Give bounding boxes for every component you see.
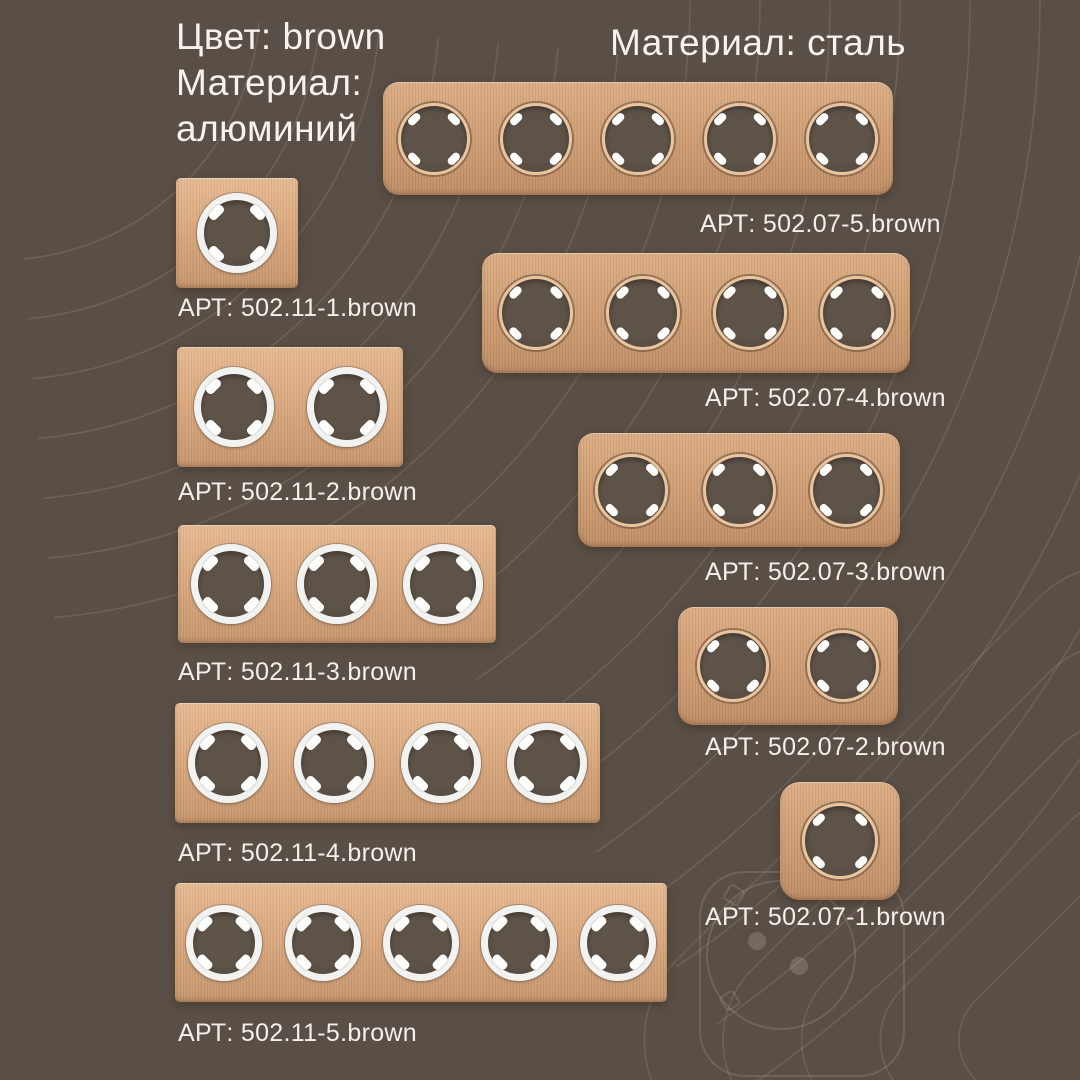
ring-notch [745,678,761,694]
ring-notch [446,151,462,167]
ring-notch [705,638,721,654]
ring-notch [196,914,214,932]
ring-notch [358,377,376,395]
socket-opening [401,723,481,803]
ring-notch [529,952,547,970]
ring-notch [317,418,335,436]
socket-opening [294,723,374,803]
socket-opening [383,905,459,981]
ring-notch [869,285,885,301]
ring-notch [406,151,422,167]
ring-notch [650,111,666,127]
ring-notch [745,638,761,654]
ring-notch [393,914,411,932]
ring-notch [548,326,564,342]
ring-notch [491,914,509,932]
ring-notch [814,111,830,127]
ring-notch [711,462,727,478]
ring-notch [548,111,564,127]
ring-notch [705,678,721,694]
socket-opening [307,367,387,447]
ring-notch [204,418,222,436]
ring-notch [762,326,778,342]
ring-notch [307,595,325,613]
ring-notch [454,595,472,613]
ring-notch [614,285,630,301]
ring-notch [853,854,869,870]
ring-notch [346,774,364,792]
ring-notch [332,952,350,970]
ring-notch [828,285,844,301]
ring-notch [204,377,222,395]
socket-opening [403,544,483,624]
frame-2-gang-aluminum [177,347,403,467]
ring-notch [712,151,728,167]
socket-opening [703,454,776,527]
ring-notch [859,462,875,478]
ring-notch [305,733,323,751]
ring-notch [248,203,266,221]
frame-4-gang-aluminum [175,703,600,823]
socket-opening [186,905,262,981]
socket-opening [713,276,787,350]
ring-notch [406,111,422,127]
ring-notch [628,914,646,932]
socket-opening [806,103,878,175]
ring-notch [590,952,608,970]
article-caption: АРТ: 502.07-2.brown [705,733,946,761]
ring-notch [507,285,523,301]
ring-notch [348,554,366,572]
ring-notch [198,733,216,751]
socket-opening [191,544,271,624]
ring-notch [650,151,666,167]
socket-opening [297,544,377,624]
socket-opening [197,193,277,273]
ring-notch [234,952,252,970]
ring-notch [207,203,225,221]
ring-notch [454,554,472,572]
ring-notch [610,151,626,167]
ring-notch [815,678,831,694]
ring-notch [558,733,576,751]
article-caption: АРТ: 502.11-5.brown [178,1019,417,1047]
ring-notch [751,502,767,518]
socket-opening [697,630,769,702]
ring-notch [294,914,312,932]
material-label-line: Материал: [176,62,363,103]
ring-notch [614,326,630,342]
ring-notch [411,733,429,751]
socket-opening [481,905,557,981]
ring-notch [712,111,728,127]
ring-notch [818,502,834,518]
ring-notch [234,914,252,932]
ring-notch [590,914,608,932]
ring-notch [245,418,263,436]
article-caption: АРТ: 502.07-3.brown [705,558,946,586]
ring-notch [815,638,831,654]
ring-notch [508,111,524,127]
frame-1-gang-steel [780,782,900,900]
socket-opening [704,103,776,175]
ring-notch [869,326,885,342]
ring-notch [348,595,366,613]
ring-notch [655,326,671,342]
socket-opening [499,276,573,350]
ring-notch [855,638,871,654]
ring-notch [828,326,844,342]
ring-notch [332,914,350,932]
ring-notch [558,774,576,792]
ring-notch [358,418,376,436]
article-caption: АРТ: 502.07-1.brown [705,903,946,931]
ring-notch [242,554,260,572]
frame-1-gang-aluminum [176,178,298,288]
ring-notch [198,774,216,792]
material-value-line: алюминий [176,108,358,149]
right-column-heading: Материал: сталь [610,22,907,63]
ring-notch [548,151,564,167]
article-caption: АРТ: 502.11-2.brown [178,478,417,506]
ring-notch [245,377,263,395]
ring-notch [711,502,727,518]
ring-notch [517,774,535,792]
ring-notch [452,733,470,751]
ring-notch [239,733,257,751]
socket-opening [285,905,361,981]
ring-notch [855,678,871,694]
ring-notch [294,952,312,970]
ring-notch [411,774,429,792]
frame-5-gang-aluminum [175,883,667,1002]
ring-notch [307,554,325,572]
socket-opening [820,276,894,350]
ring-notch [393,952,411,970]
frame-2-gang-steel [678,607,898,725]
frame-5-gang-steel [383,82,893,195]
color-line: Цвет: brown [176,16,386,57]
ring-notch [854,111,870,127]
socket-opening [810,454,883,527]
ring-notch [446,111,462,127]
ring-notch [201,554,219,572]
ring-notch [207,244,225,262]
socket-opening [802,803,878,879]
socket-opening [807,630,879,702]
ring-notch [762,285,778,301]
ring-notch [431,914,449,932]
ring-notch [721,326,737,342]
ring-notch [346,733,364,751]
article-caption: АРТ: 502.11-3.brown [178,658,417,686]
ring-notch [239,774,257,792]
ring-notch [196,952,214,970]
article-caption: АРТ: 502.07-5.brown [700,210,941,238]
ring-notch [248,244,266,262]
ring-notch [413,595,431,613]
ring-notch [242,595,260,613]
ring-notch [811,854,827,870]
ring-notch [507,326,523,342]
ring-notch [644,462,660,478]
ring-notch [604,462,620,478]
ring-notch [721,285,737,301]
ring-notch [628,952,646,970]
ring-notch [655,285,671,301]
ring-notch [491,952,509,970]
ring-notch [811,812,827,828]
ring-notch [854,151,870,167]
socket-opening [398,103,470,175]
ring-notch [305,774,323,792]
ring-notch [644,502,660,518]
ring-notch [413,554,431,572]
ring-notch [317,377,335,395]
socket-opening [602,103,674,175]
ring-notch [751,462,767,478]
ring-notch [752,111,768,127]
ring-notch [752,151,768,167]
ring-notch [508,151,524,167]
article-caption: АРТ: 502.11-4.brown [178,839,417,867]
socket-opening [188,723,268,803]
ring-notch [818,462,834,478]
frame-3-gang-aluminum [178,525,496,643]
socket-opening [507,723,587,803]
ring-notch [604,502,620,518]
socket-opening [606,276,680,350]
ring-notch [610,111,626,127]
frame-4-gang-steel [482,253,910,373]
ring-notch [853,812,869,828]
ring-notch [201,595,219,613]
left-column-heading [176,14,386,152]
frame-3-gang-steel [578,433,900,547]
socket-opening [580,905,656,981]
socket-opening [194,367,274,447]
article-caption: АРТ: 502.07-4.brown [705,384,946,412]
ring-notch [431,952,449,970]
socket-opening [595,454,668,527]
ring-notch [814,151,830,167]
ring-notch [859,502,875,518]
article-caption: АРТ: 502.11-1.brown [178,294,417,322]
ring-notch [452,774,470,792]
ring-notch [548,285,564,301]
ring-notch [517,733,535,751]
socket-opening [500,103,572,175]
ring-notch [529,914,547,932]
